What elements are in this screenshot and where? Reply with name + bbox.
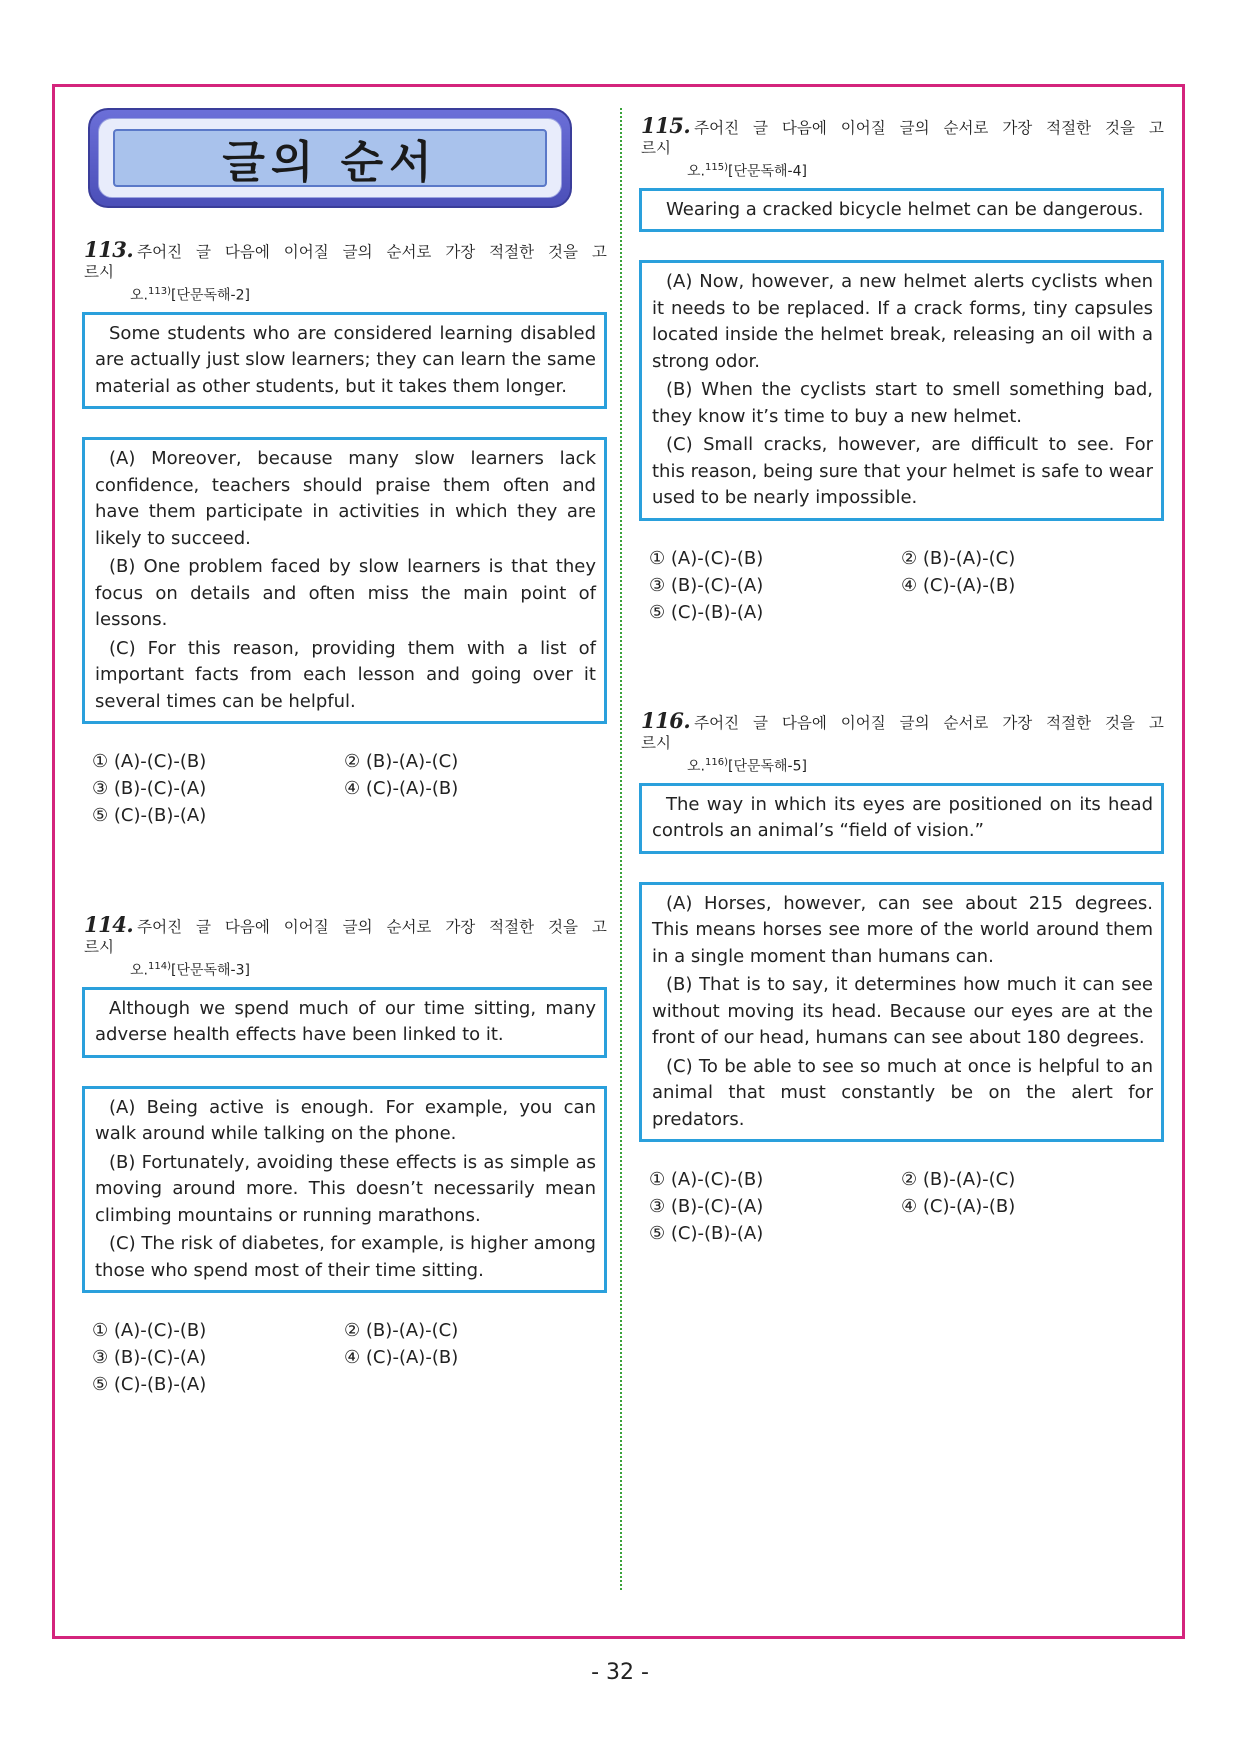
title-banner-plate — [113, 129, 547, 187]
answer-choices — [82, 1317, 607, 1398]
passage-c: (C) The risk of diabetes, for example, is higher among those who spend most of their time sitting. — [95, 1233, 596, 1281]
prompt-tail: 오. — [130, 287, 148, 304]
choice-2[interactable]: ② (B)-(A)-(C) — [344, 751, 459, 773]
passage-a: (A) Moreover, because many slow learners lack confidence, teachers should praise them often and have them participate in activities in which they are likely to succeed. — [95, 448, 596, 549]
section-title-banner — [88, 108, 572, 208]
question-source: [단문독해-3] — [170, 962, 250, 979]
question-source-line — [641, 158, 1164, 182]
given-text: Although we spend much of our time sitting, many adverse health effects have been linked to it. — [95, 997, 596, 1046]
choice-4[interactable]: ④ (C)-(A)-(B) — [344, 1347, 459, 1369]
question-number: 116. — [641, 708, 691, 733]
prompt-tail: 오. — [687, 163, 705, 180]
question-header — [639, 113, 1164, 182]
question-number: 114. — [84, 912, 134, 937]
page-number: - 32 - — [591, 1660, 649, 1685]
given-text-box — [639, 783, 1164, 854]
footnote-ref: 116) — [704, 757, 728, 768]
footnote-ref: 113) — [147, 286, 171, 297]
title-banner-frame — [98, 118, 562, 198]
question-number: 115. — [641, 113, 691, 138]
given-text: Wearing a cracked bicycle helmet can be dangerous. — [666, 198, 1144, 220]
passage-b: (B) One problem faced by slow learners is that they focus on details and often miss the main point of lessons. — [95, 556, 596, 631]
choice-4[interactable]: ④ (C)-(A)-(B) — [901, 1196, 1016, 1218]
answer-choices — [639, 1166, 1164, 1247]
choice-3[interactable]: ③ (B)-(C)-(A) — [649, 1196, 764, 1218]
passage-c: (C) To be able to see so much at once is helpful to an animal that must constantly be on the alert for predators. — [652, 1055, 1153, 1130]
passage-b: (B) When the cyclists start to smell something bad, they know it’s time to buy a new helmet. — [652, 379, 1153, 427]
column-divider — [620, 108, 622, 1590]
choice-3[interactable]: ③ (B)-(C)-(A) — [92, 1347, 207, 1369]
answer-choices — [639, 545, 1164, 626]
section-title: 글의 순서 — [222, 137, 438, 188]
question-header — [82, 912, 607, 981]
passage-box — [639, 260, 1164, 521]
question-source: [단문독해-4] — [727, 163, 807, 180]
question-source-line — [84, 957, 607, 981]
question-source: [단문독해-5] — [727, 758, 807, 775]
passage-a: (A) Being active is enough. For example, you can walk around while talking on the phone. — [95, 1096, 596, 1145]
answer-choices — [82, 748, 607, 829]
passage-c: (C) Small cracks, however, are difficult to see. For this reason, being sure that your helmet is safe to wear used to be nearly impossible. — [652, 434, 1153, 509]
prompt-tail: 오. — [687, 758, 705, 775]
question-prompt: 주어진 글 다음에 이어질 글의 순서로 가장 적절한 것을 고르시 — [641, 714, 1164, 752]
question-113 — [82, 237, 607, 829]
choice-3[interactable]: ③ (B)-(C)-(A) — [92, 778, 207, 800]
passage-c: (C) For this reason, providing them with a list of important facts from each lesson and going over it several times can be helpful. — [95, 637, 596, 712]
choice-1[interactable]: ① (A)-(C)-(B) — [92, 1320, 207, 1342]
choice-2[interactable]: ② (B)-(A)-(C) — [901, 1169, 1016, 1191]
passage-box — [639, 882, 1164, 1143]
footnote-ref: 114) — [147, 961, 171, 972]
given-text: The way in which its eyes are positioned on its head controls an animal’s “field of vision.” — [652, 793, 1153, 842]
choice-5[interactable]: ⑤ (C)-(B)-(A) — [649, 1223, 764, 1245]
question-prompt: 주어진 글 다음에 이어질 글의 순서로 가장 적절한 것을 고르시 — [84, 243, 607, 281]
given-text-box — [639, 188, 1164, 233]
choice-5[interactable]: ⑤ (C)-(B)-(A) — [649, 601, 764, 623]
question-114 — [82, 912, 607, 1398]
choice-4[interactable]: ④ (C)-(A)-(B) — [344, 778, 459, 800]
choice-1[interactable]: ① (A)-(C)-(B) — [92, 751, 207, 773]
passage-a: (A) Horses, however, can see about 215 degrees. This means horses see more of the world around them in a single moment than humans can. — [652, 892, 1153, 967]
choice-2[interactable]: ② (B)-(A)-(C) — [901, 547, 1016, 569]
question-115 — [639, 113, 1164, 626]
question-source-line — [84, 282, 607, 306]
question-header — [82, 237, 607, 306]
passage-b: (B) Fortunately, avoiding these effects is as simple as moving around more. This doesn’t necessarily mean climbing mountains or running marathons. — [95, 1151, 596, 1226]
question-prompt: 주어진 글 다음에 이어질 글의 순서로 가장 적절한 것을 고르시 — [641, 119, 1164, 157]
choice-1[interactable]: ① (A)-(C)-(B) — [649, 547, 764, 569]
passage-box — [82, 437, 607, 724]
choice-1[interactable]: ① (A)-(C)-(B) — [649, 1169, 764, 1191]
choice-5[interactable]: ⑤ (C)-(B)-(A) — [92, 1374, 207, 1396]
prompt-tail: 오. — [130, 962, 148, 979]
choice-2[interactable]: ② (B)-(A)-(C) — [344, 1320, 459, 1342]
given-text-box — [82, 312, 607, 410]
question-source-line — [641, 753, 1164, 777]
choice-5[interactable]: ⑤ (C)-(B)-(A) — [92, 805, 207, 827]
footnote-ref: 115) — [704, 162, 728, 173]
choice-4[interactable]: ④ (C)-(A)-(B) — [901, 574, 1016, 596]
question-number: 113. — [84, 237, 134, 262]
choice-3[interactable]: ③ (B)-(C)-(A) — [649, 574, 764, 596]
given-text: Some students who are considered learning disabled are actually just slow learners; they can learn the same material as other students, but it takes them longer. — [95, 322, 596, 397]
question-header — [639, 708, 1164, 777]
given-text-box — [82, 987, 607, 1058]
passage-a: (A) Now, however, a new helmet alerts cyclists when it needs to be replaced. If a crack forms, tiny capsules located inside the helmet break, releasing an oil with a strong odor. — [652, 271, 1153, 372]
question-116 — [639, 708, 1164, 1247]
question-prompt: 주어진 글 다음에 이어질 글의 순서로 가장 적절한 것을 고르시 — [84, 918, 607, 956]
passage-b: (B) That is to say, it determines how much it can see without moving its head. Because our eyes are at the front of our head, humans can see about 180 degrees. — [652, 974, 1153, 1049]
passage-box — [82, 1086, 607, 1294]
question-source: [단문독해-2] — [170, 287, 250, 304]
